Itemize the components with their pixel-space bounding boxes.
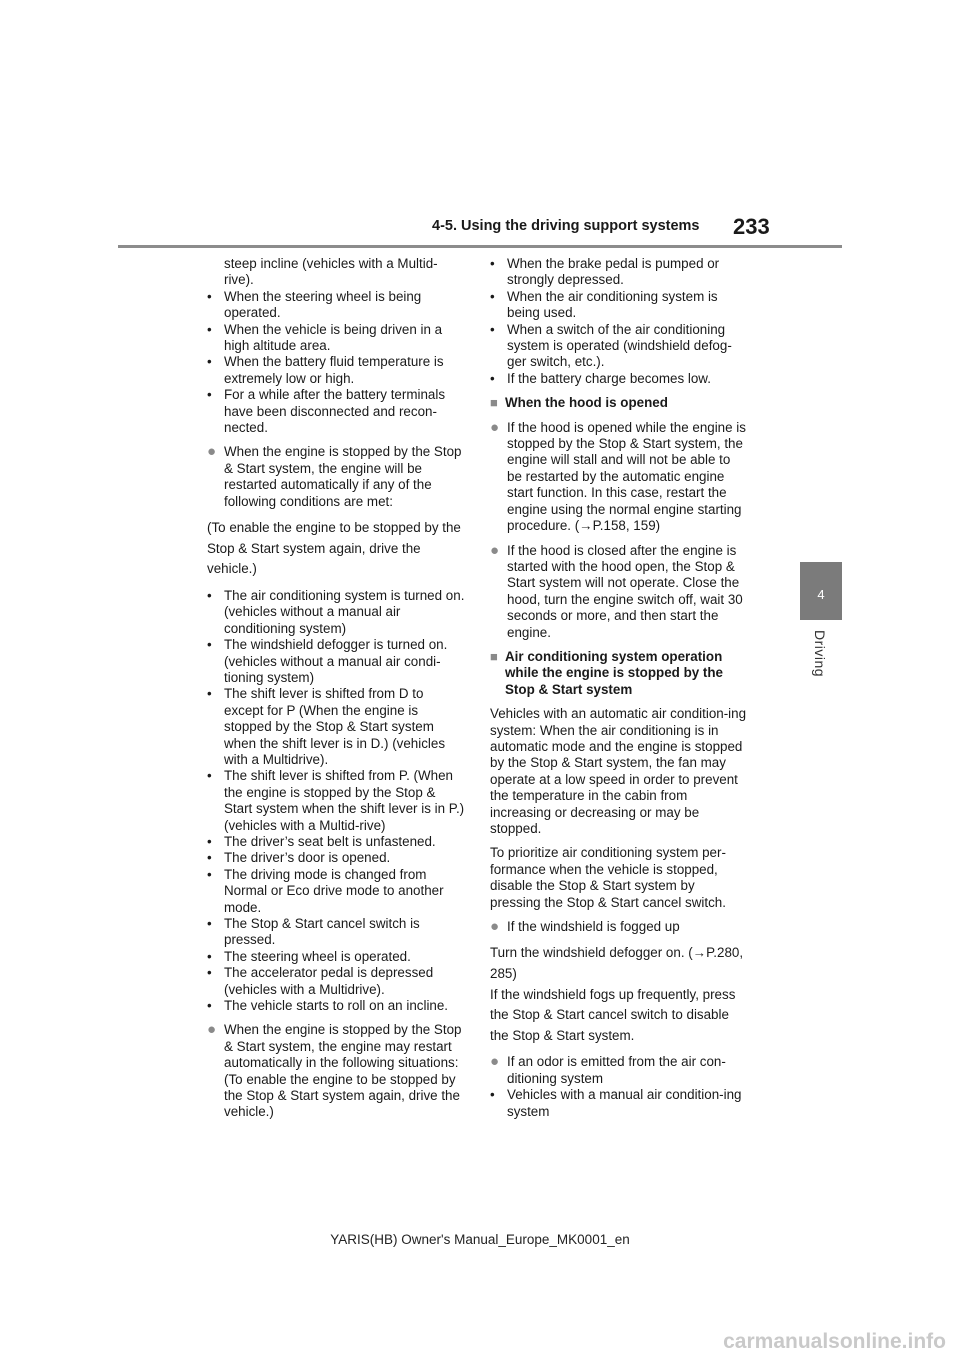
item-text: steep incline (vehicles with a Multid-rive). bbox=[224, 256, 438, 288]
bullet-marker: • bbox=[207, 998, 212, 1014]
circle-item bbox=[207, 444, 465, 510]
continued-text bbox=[207, 256, 465, 289]
bullet-item bbox=[207, 354, 465, 387]
section-title: 4-5. Using the driving support systems bbox=[432, 218, 700, 234]
bullet-item bbox=[207, 322, 465, 355]
bullet-marker: • bbox=[207, 866, 212, 882]
circle-item bbox=[490, 1054, 748, 1087]
chapter-number: 4 bbox=[817, 587, 825, 602]
item-text: The driver’s seat belt is unfastened. bbox=[224, 833, 436, 849]
item-text: When the battery fluid temperature is extremely low or high. bbox=[224, 354, 444, 386]
bullet-marker: • bbox=[207, 637, 212, 653]
item-text: Vehicles with a manual air condition-ing system bbox=[507, 1087, 742, 1119]
bullet-marker: • bbox=[207, 387, 212, 403]
footer-manual-id: YARIS(HB) Owner's Manual_Europe_MK0001_en bbox=[330, 1232, 630, 1247]
paragraph bbox=[207, 518, 465, 580]
bullet-marker: • bbox=[490, 1087, 495, 1103]
circle-item bbox=[490, 420, 748, 535]
item-text: When the steering wheel is being operated. bbox=[224, 288, 422, 321]
circle-bullet-icon: ● bbox=[490, 1053, 500, 1071]
bullet-item bbox=[207, 289, 465, 322]
bullet-item bbox=[207, 768, 465, 834]
bullet-marker: • bbox=[207, 948, 212, 964]
bullet-marker: • bbox=[490, 370, 495, 386]
item-text: Turn the windshield defogger on. (→P.280, 285) bbox=[490, 945, 744, 982]
bullet-item bbox=[207, 834, 465, 850]
bullet-item bbox=[490, 256, 748, 289]
bullet-item bbox=[207, 387, 465, 436]
item-text: If the battery charge becomes low. bbox=[507, 370, 711, 386]
item-text: The steering wheel is operated. bbox=[224, 948, 411, 964]
circle-item bbox=[490, 919, 748, 935]
item-text: For a while after the battery terminals have been disconnected and recon-nected. bbox=[224, 387, 446, 436]
item-text: The vehicle starts to roll on an incline. bbox=[224, 998, 449, 1014]
bullet-marker: • bbox=[207, 686, 212, 702]
bullet-item bbox=[207, 965, 465, 998]
item-text: When the brake pedal is pumped or strongly depressed. bbox=[507, 256, 720, 288]
bullet-item bbox=[207, 867, 465, 916]
item-text: If the hood is closed after the engine is started with the hood open, the Stop & Start system will not operate. Close the hood, turn the engine switch off, wait 30 seconds or more, and then start the engine. bbox=[507, 542, 743, 640]
right-column bbox=[490, 256, 748, 1128]
circle-item bbox=[490, 543, 748, 641]
bullet-marker: • bbox=[207, 587, 212, 603]
header-divider bbox=[118, 245, 842, 248]
item-text: When the hood is opened bbox=[505, 395, 668, 411]
left-column bbox=[207, 256, 465, 1129]
item-text: The driving mode is changed from Normal or Eco drive mode to another mode. bbox=[224, 866, 444, 915]
page-number: 233 bbox=[733, 214, 770, 239]
bullet-item bbox=[490, 1087, 748, 1120]
item-text: (To enable the engine to be stopped by the Stop & Start system again, drive the vehicle.) bbox=[207, 520, 461, 577]
section-heading bbox=[490, 649, 748, 698]
bullet-marker: • bbox=[490, 256, 495, 271]
item-text: To prioritize air conditioning system per-formance when the vehicle is stopped, disable the Stop & Start system by pressing the Stop & Start cancel switch. bbox=[490, 845, 726, 910]
bullet-item bbox=[207, 949, 465, 965]
watermark: carmanualsonline.info bbox=[723, 1330, 946, 1353]
item-text: The driver’s door is opened. bbox=[224, 850, 391, 866]
item-text: If the windshield is fogged up bbox=[507, 919, 680, 935]
circle-item bbox=[207, 1022, 465, 1120]
item-text: When the engine is stopped by the Stop & Start system, the engine may restart automatically in the following situations: (To enable the engine to be stopped by the Stop & Start system again, drive the vehicle.) bbox=[224, 1022, 462, 1120]
item-text: If the hood is opened while the engine is stopped by the Stop & Start system, the engine will stall and will not be able to be restarted by the automatic engine start function. In this case, restart the engine using the normal engine starting procedure. (→P.158, 159) bbox=[507, 419, 746, 534]
bullet-item bbox=[207, 686, 465, 768]
bullet-item bbox=[207, 850, 465, 866]
bullet-marker: • bbox=[207, 850, 212, 866]
square-heading-icon: ■ bbox=[490, 395, 498, 411]
item-text: When the engine is stopped by the Stop & Start system, the engine will be restarted automatically if any of the following conditions are met: bbox=[224, 444, 462, 509]
chapter-label: Driving bbox=[812, 630, 828, 678]
circle-bullet-icon: ● bbox=[207, 1021, 217, 1039]
item-text: The shift lever is shifted from D to except for P (When the engine is stopped by the Stop & Start system when the shift lever is in D.) (vehicles with a Multidrive). bbox=[224, 686, 446, 767]
circle-bullet-icon: ● bbox=[207, 443, 217, 461]
paragraph bbox=[490, 845, 748, 911]
circle-bullet-icon: ● bbox=[490, 541, 500, 559]
item-text: The air conditioning system is turned on. (vehicles without a manual air conditioning system) bbox=[224, 587, 465, 636]
bullet-marker: • bbox=[207, 833, 212, 849]
bullet-item bbox=[207, 637, 465, 686]
bullet-item bbox=[207, 998, 465, 1014]
item-text: The accelerator pedal is depressed (vehicles with a Multidrive). bbox=[224, 965, 434, 997]
circle-bullet-icon: ● bbox=[490, 418, 500, 436]
bullet-marker: • bbox=[207, 288, 212, 304]
item-text: The Stop & Start cancel switch is pressed. bbox=[224, 916, 420, 948]
chapter-tab[interactable] bbox=[800, 562, 842, 620]
square-heading-icon: ■ bbox=[490, 648, 498, 664]
bullet-marker: • bbox=[490, 321, 495, 337]
item-text: Air conditioning system operation while the engine is stopped by the Stop & Start system bbox=[505, 648, 723, 697]
bullet-item bbox=[207, 588, 465, 637]
bullet-marker: • bbox=[207, 768, 212, 784]
section-heading bbox=[490, 395, 748, 411]
paragraph bbox=[490, 985, 748, 1047]
item-text: Vehicles with an automatic air condition-ing system: When the air conditioning is in automatic mode and the engine is stopped by the Stop & Start system, the fan may operate at a low speed in order to prevent the temperature in the cabin from increasing or decreasing or may be stopped. bbox=[490, 706, 747, 836]
bullet-marker: • bbox=[207, 354, 212, 370]
item-text: If the windshield fogs up frequently, press the Stop & Start cancel switch to disable the Stop & Start system. bbox=[490, 986, 736, 1043]
bullet-item bbox=[490, 289, 748, 322]
bullet-item bbox=[207, 916, 465, 949]
item-text: The windshield defogger is turned on. (vehicles without a manual air condi-tioning system) bbox=[224, 637, 448, 685]
bullet-marker: • bbox=[207, 965, 212, 981]
circle-bullet-icon: ● bbox=[490, 918, 500, 936]
item-text: When a switch of the air conditioning system is operated (windshield defog-ger switch, etc.). bbox=[507, 321, 732, 370]
item-text: When the vehicle is being driven in a high altitude area. bbox=[224, 321, 443, 354]
paragraph bbox=[490, 943, 748, 984]
bullet-marker: • bbox=[207, 916, 212, 931]
item-text: If an odor is emitted from the air con-ditioning system bbox=[507, 1054, 726, 1086]
bullet-item bbox=[490, 322, 748, 371]
bullet-marker: • bbox=[207, 321, 212, 337]
bullet-marker: • bbox=[490, 288, 495, 304]
paragraph bbox=[490, 706, 748, 837]
item-text: The shift lever is shifted from P. (When the engine is stopped by the Stop & Start system when the shift lever is in P.) (vehicles with a Multid-rive) bbox=[224, 768, 465, 833]
bullet-item bbox=[490, 371, 748, 387]
item-text: When the air conditioning system is being used. bbox=[507, 288, 718, 321]
